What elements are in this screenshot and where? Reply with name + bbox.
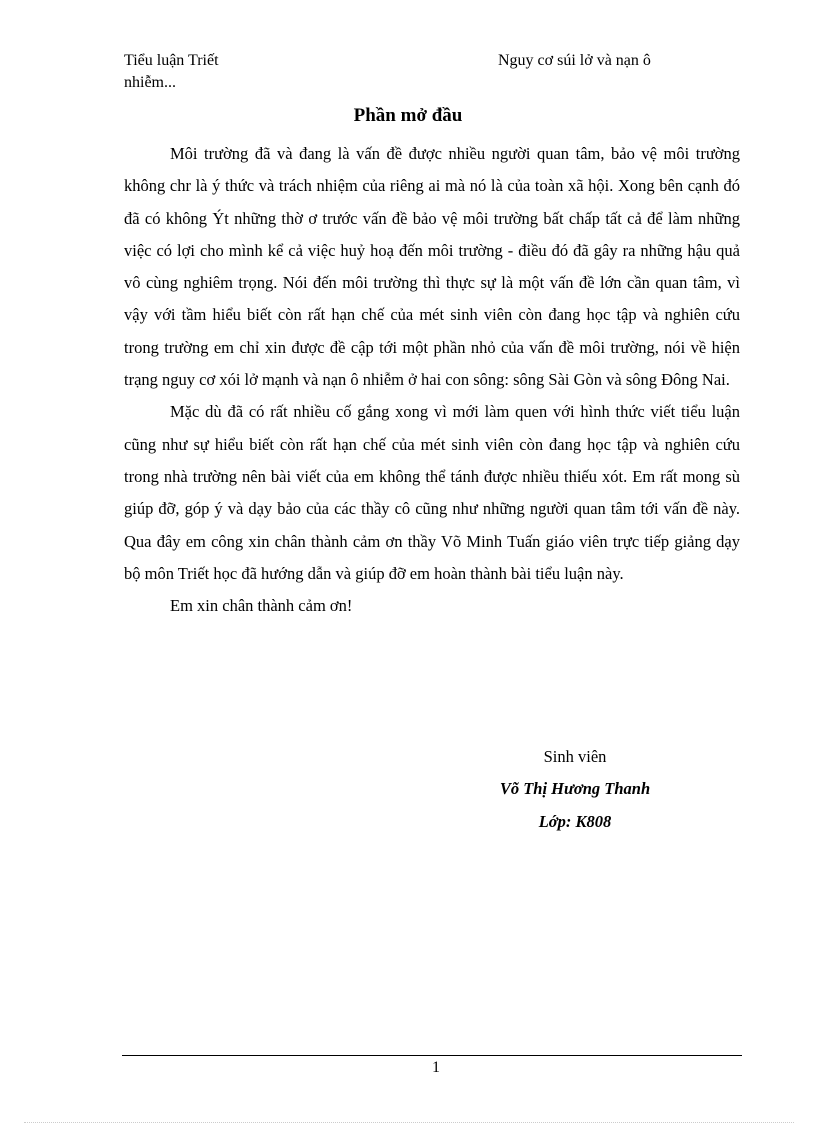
header-left — [124, 50, 324, 94]
header-left-line1: Tiểu luận Triết — [124, 52, 219, 69]
signature-label: Sinh viên — [543, 747, 607, 766]
footer-divider — [122, 1055, 742, 1056]
header-left-line2: nhiễm... — [124, 74, 176, 91]
page-title: Phần mở đầu — [353, 105, 463, 126]
paragraph-2: Mặc dù đã có rất nhiều cố gắng xong vì mới làm quen với hình thức viết tiểu luận cũng như sự hiểu biết còn rất hạn chế của mét sinh viên còn đang học tập và nghiên cứu trong nhà trường nên bài viết của em không thể tánh được nhiều thiếu xót. Em rất mong sù giúp đỡ, góp ý và dạy bảo của các thầy cô cũng như những người quan tâm tới vấn đề này. Qua đây em công xin chân thành cảm ơn thầy Võ Minh Tuấn giáo viên trực tiếp giảng dạy bộ môn Triết học đã hướng dẫn và giúp đỡ em hoàn thành bài tiểu luận này. — [124, 402, 740, 583]
body-text — [124, 138, 740, 622]
paragraph-3: Em xin chân thành cảm ơn! — [170, 596, 353, 616]
signature-name: Võ Thị Hương Thanh — [499, 779, 651, 798]
page-number: 1 — [432, 1059, 440, 1076]
paragraph-1: Môi trường đã và đang là vấn đề được nhiều người quan tâm, bảo vệ môi trường không chr là ý thức và trách nhiệm của riêng ai mà nó là của toàn xã hội. Xong bên cạnh đó đã có không Ýt những thờ ơ trước vấn đề bảo vệ môi trường bất chấp tất cả để làm những việc có lợi cho mình kể cả việc huỷ hoạ đến môi trường - điều đó đã gây ra những hậu quả vô cùng nghiêm trọng. Nói đến môi trường thì thực sự là một vấn đề lớn cần quan tâm, vì vậy với tầm hiểu biết còn rất hạn chế của mét sinh viên còn đang học tập và nghiên cứu trong trường em chỉ xin được đề cập tới một phần nhỏ của vấn đề môi trường, nói về hiện trạng nguy cơ xói lở mạnh và nạn ô nhiễm ở hai con sông: sông Sài Gòn và sông Đông Nai. — [124, 144, 740, 390]
signature-class: Lớp: K808 — [538, 812, 612, 831]
header-right: Nguy cơ súi lở và nạn ô — [498, 52, 651, 69]
